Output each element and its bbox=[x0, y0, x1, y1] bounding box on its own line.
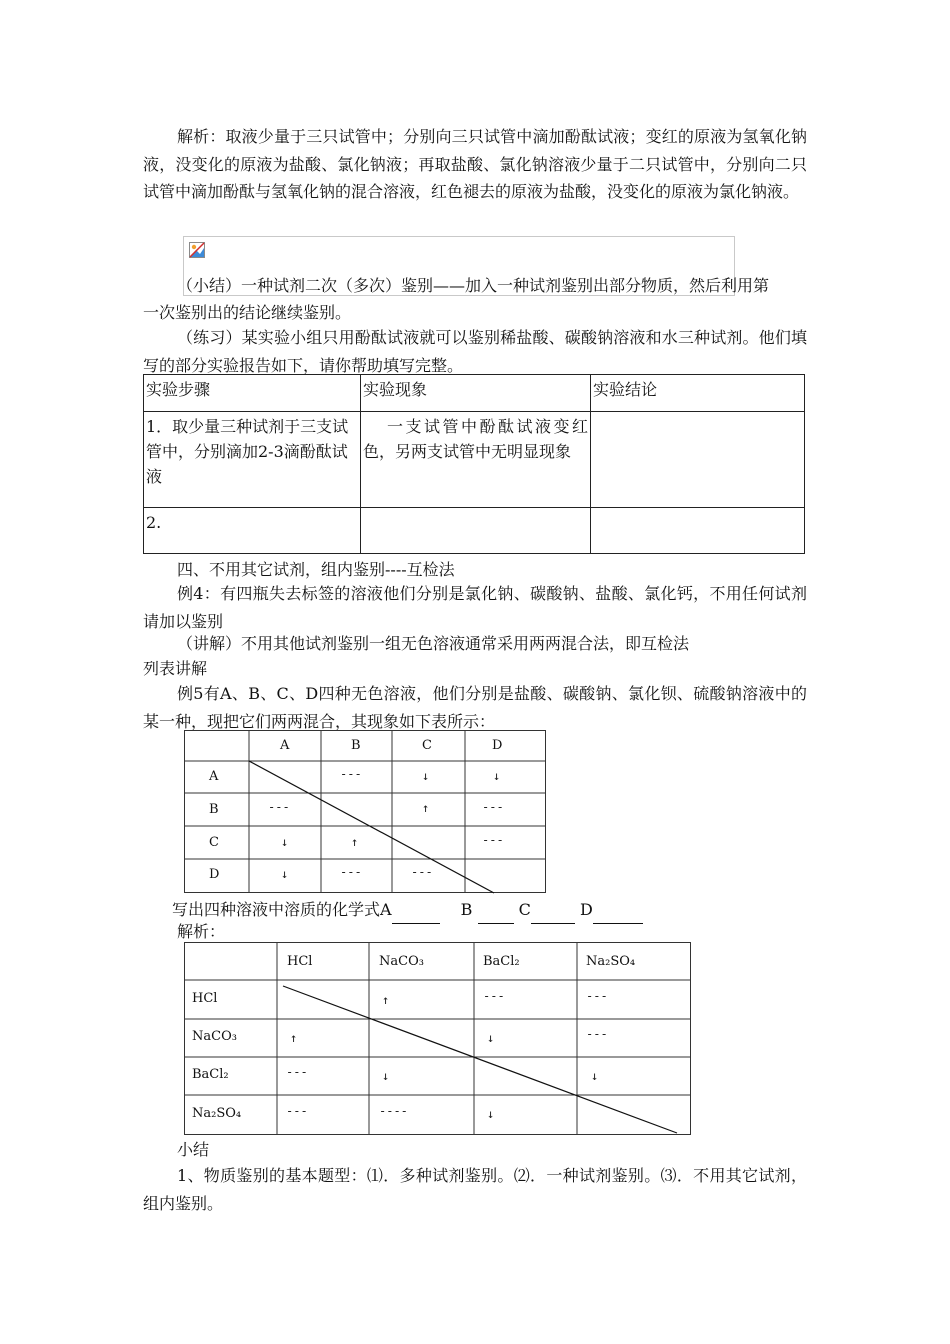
header-cell: 实验结论 bbox=[591, 375, 805, 412]
summary-line-2: 一次鉴别出的结论继续鉴别。 bbox=[143, 303, 352, 322]
formula-label-d: D bbox=[579, 900, 593, 919]
table-cell: 1．取少量三种试剂于三支试管中，分别滴加2-3滴酚酞试液 bbox=[144, 412, 361, 508]
mixing-matrix-1 bbox=[184, 730, 546, 894]
matrix-cell: ---- bbox=[379, 1104, 408, 1118]
answer-blank-d[interactable] bbox=[593, 905, 643, 924]
summary-line-1: （小结）一种试剂二次（多次）鉴别——加入一种试剂鉴别出部分物质，然后利用第 bbox=[177, 276, 770, 295]
matrix-cell: ↓ bbox=[487, 1107, 495, 1121]
row-header: HCl bbox=[192, 991, 218, 1006]
matrix-cell: ↑ bbox=[382, 993, 390, 1007]
matrix-cell: --- bbox=[586, 1027, 608, 1041]
table-cell: 2. bbox=[144, 508, 361, 554]
col-header: Na₂SO₄ bbox=[586, 954, 636, 969]
matrix-cell: --- bbox=[268, 800, 290, 814]
row-header: NaCO₃ bbox=[192, 1029, 237, 1044]
answer-blank-b[interactable] bbox=[478, 905, 514, 924]
row-header: B bbox=[209, 802, 219, 817]
matrix-cell: --- bbox=[483, 989, 505, 1003]
matrix-cell: ↓ bbox=[591, 1069, 599, 1083]
col-header: A bbox=[280, 738, 290, 753]
table-cell bbox=[591, 412, 805, 508]
table-row bbox=[144, 412, 805, 508]
col-header: NaCO₃ bbox=[379, 954, 424, 969]
row-header: C bbox=[209, 835, 219, 850]
matrix-cell: ↓ bbox=[487, 1031, 495, 1045]
col-header: B bbox=[351, 738, 361, 753]
answer-blank-c[interactable] bbox=[531, 905, 575, 924]
analysis-label: 解析： bbox=[177, 922, 226, 941]
matrix-cell: --- bbox=[586, 989, 608, 1003]
analysis-paragraph: 解析：取液少量于三只试管中；分别向三只试管中滴加酚酞试液；变红的原液为氢氧化钠液，没变化的原液为盐酸、氯化钠液；再取盐酸、氯化钠溶液少量于二只试管中，分别向二只试管中滴加酚酞与氢氧化钠的混合溶液，红色褪去的原液为盐酸，没变化的原液为氯化钠液。 bbox=[143, 127, 807, 201]
matrix-cell: ↓ bbox=[281, 835, 289, 849]
matrix-cell: --- bbox=[482, 833, 504, 847]
matrix-cell: --- bbox=[286, 1104, 308, 1118]
row-header: D bbox=[209, 867, 220, 882]
matrix-cell: ↓ bbox=[382, 1069, 390, 1083]
summary-point-1: 1、物质鉴别的基本题型：⑴．多种试剂鉴别。⑵．一种试剂鉴别。⑶．不用其它试剂，组内鉴别。 bbox=[143, 1166, 807, 1213]
example-4: 例4：有四瓶失去标签的溶液他们分别是氯化钠、碳酸钠、盐酸、氯化钙，不用任何试剂请加以鉴别 bbox=[143, 584, 807, 631]
header-cell: 实验现象 bbox=[361, 375, 591, 412]
table-row bbox=[144, 508, 805, 554]
list-explain-line: 列表讲解 bbox=[143, 659, 208, 678]
formula-label-a: A bbox=[380, 900, 392, 919]
mixing-matrix-2 bbox=[184, 942, 692, 1137]
table-cell bbox=[361, 508, 591, 554]
matrix-cell: --- bbox=[286, 1065, 308, 1079]
col-header: D bbox=[492, 738, 503, 753]
col-header: C bbox=[422, 738, 432, 753]
matrix-cell: ↑ bbox=[351, 835, 359, 849]
col-header: BaCl₂ bbox=[483, 954, 520, 969]
section-4-title: 四、不用其它试剂，组内鉴别----互检法 bbox=[177, 560, 455, 579]
matrix-cell: ↑ bbox=[422, 801, 430, 815]
answer-blank-a[interactable] bbox=[392, 905, 440, 924]
practice-paragraph: （练习）某实验小组只用酚酞试液就可以鉴别稀盐酸、碳酸钠溶液和水三种试剂。他们填写的部分实验报告如下，请你帮助填写完整。 bbox=[143, 328, 807, 375]
table-cell bbox=[591, 508, 805, 554]
table-header-row bbox=[144, 375, 805, 412]
matrix-cell: --- bbox=[411, 865, 433, 879]
matrix-cell: --- bbox=[340, 767, 362, 781]
formula-label-c: C bbox=[518, 900, 531, 919]
matrix-cell: ↓ bbox=[493, 769, 501, 783]
explain-line: （讲解）不用其他试剂鉴别一组无色溶液通常采用两两混合法，即互检法 bbox=[177, 634, 690, 653]
summary-title: 小结 bbox=[177, 1140, 210, 1159]
example-5: 例5有A、B、C、D四种无色溶液，他们分别是盐酸、碳酸钠、氯化钡、硫酸钠溶液中的某一种，现把它们两两混合，其现象如下表所示： bbox=[143, 684, 807, 731]
col-header: HCl bbox=[287, 954, 313, 969]
matrix-cell: --- bbox=[340, 865, 362, 879]
formula-prompt: 写出四种溶液中溶质的化学式 bbox=[172, 900, 381, 919]
table-cell: 一支试管中酚酞试液变红色，另两支试管中无明显现象 bbox=[361, 412, 591, 508]
matrix-cell: ↓ bbox=[422, 769, 430, 783]
broken-image-icon bbox=[189, 242, 205, 258]
matrix-cell: --- bbox=[482, 800, 504, 814]
experiment-report-table bbox=[143, 374, 805, 554]
row-header: Na₂SO₄ bbox=[192, 1106, 242, 1121]
header-cell: 实验步骤 bbox=[144, 375, 361, 412]
formula-label-b: B bbox=[460, 900, 473, 919]
row-header: A bbox=[209, 769, 219, 784]
matrix-cell: ↓ bbox=[281, 867, 289, 881]
matrix-cell: ↑ bbox=[290, 1031, 298, 1045]
row-header: BaCl₂ bbox=[192, 1067, 229, 1082]
formula-question bbox=[172, 896, 643, 924]
